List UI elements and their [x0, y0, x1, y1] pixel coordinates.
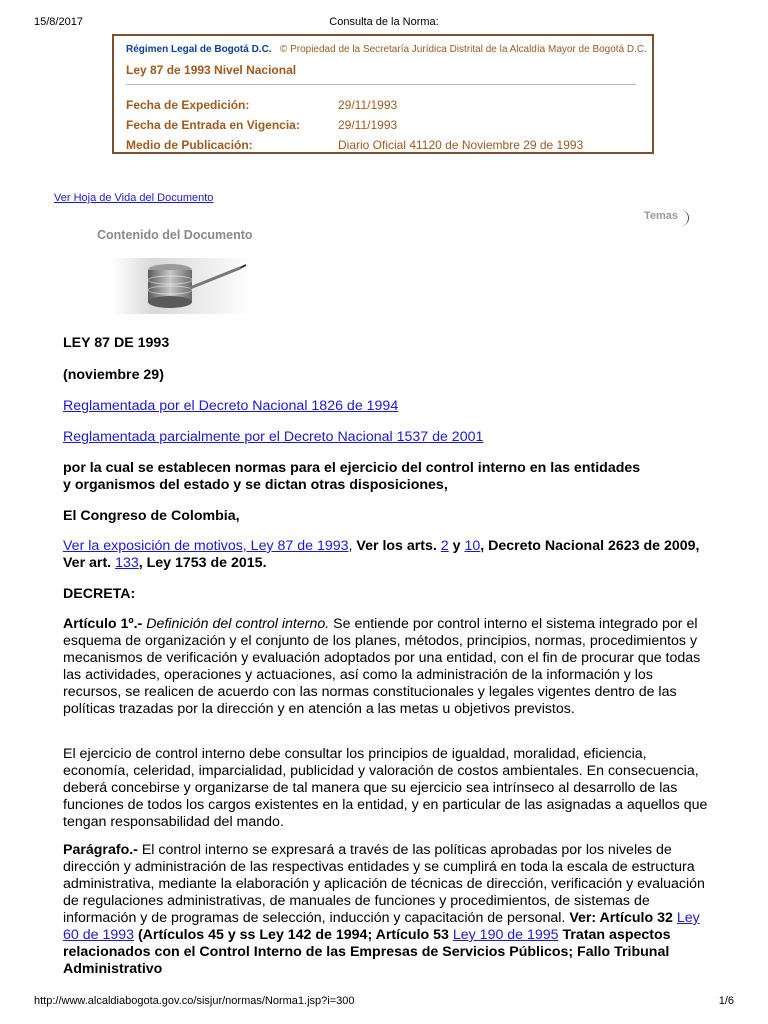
paragraph-2: El ejercicio de control interno debe consultar los principios de igualdad, moralidad, eficiencia, economía, celeridad, imparcialidad, publicidad y valoración de costos ambientales. En consecuencia, deberá concebirse y organizarse de tal manera que su ejercicio sea intrínseco al desarrollo de las funciones de todos los cargos existentes en la entidad, y en particular de las asignadas a aquellos que tengan responsabilidad del mando.: [63, 746, 708, 830]
reglamentada-parcial-link[interactable]: Reglamentada parcialmente por el Decreto Nacional 1537 de 2001: [63, 429, 484, 445]
law-date: (noviembre 29): [63, 367, 164, 383]
norma-title: Ley 87 de 1993 Nivel Nacional: [126, 63, 297, 77]
meta-label: Fecha de Entrada en Vigencia:: [126, 118, 300, 132]
art-10-link[interactable]: 10: [464, 538, 481, 554]
print-url: http://www.alcaldiabogota.gov.co/sisjur/normas/Norma1.jsp?i=300: [34, 995, 355, 1007]
header-divider: [126, 84, 636, 85]
paragrafo-tail: Tratan aspectos relacionados con el Control Interno de las Empresas de Servicios Públicos; Fallo Tribunal Administrativo: [63, 927, 671, 977]
article-text: Se entiende por control interno el sistema integrado por el esquema de organización y el conjunto de los planes, métodos, principios, normas, procedimientos y mecanismos de verificación y evaluación adoptados por una entidad, con el fin de procurar que todas las actividades, operaciones y actuaciones, así como la administración de la información y los recursos, se realicen de acuerdo con las normas constitucionales y legales vigentes dentro de las políticas trazadas por la dirección y en atención a las metas u objetivos previstos.: [63, 616, 701, 717]
norma-header-box: [112, 34, 654, 154]
meta-value: Diario Oficial 41120 de Noviembre 29 de 1993: [338, 138, 584, 152]
law-subject-line: y organismos del estado y se dictan otras disposiciones,: [63, 477, 448, 493]
reglamentada-line: [63, 398, 708, 415]
print-date: 15/8/2017: [34, 16, 83, 28]
temas-bracket-icon: [680, 210, 689, 226]
paragrafo-mid: (Artículos 45 y ss Ley 142 de 1994; Artículo 53: [134, 927, 453, 943]
ley-190-link[interactable]: Ley 190 de 1995: [452, 927, 559, 943]
law-subject: [63, 460, 708, 494]
art-2-link[interactable]: 2: [440, 538, 449, 554]
meta-label: Fecha de Expedición:: [126, 98, 250, 112]
ref-text: y: [448, 538, 465, 554]
hoja-vida-link[interactable]: Ver Hoja de Vida del Documento: [54, 192, 214, 204]
article-label: Artículo 1º.-: [63, 616, 143, 632]
ley-60-link[interactable]: Ley 60 de 1993: [63, 910, 700, 943]
decreta-heading: DECRETA:: [63, 586, 136, 602]
regimen-brand: Régimen Legal de Bogotá D.C.: [126, 44, 272, 55]
meta-value: 29/11/1993: [338, 98, 398, 112]
regimen-line: [126, 44, 647, 55]
art-133-link[interactable]: 133: [115, 555, 139, 571]
page-count: 1/6: [718, 995, 734, 1007]
print-title: Consulta de la Norma:: [329, 16, 439, 28]
reglamentada-parcial-line: [63, 429, 708, 446]
exposicion-link[interactable]: Ver la exposición de motivos, Ley 87 de 1993: [63, 538, 349, 554]
congreso-line: El Congreso de Colombia,: [63, 508, 240, 524]
ref-text: ,: [348, 538, 353, 554]
ref-text: , Ley 1753 de 2015.: [138, 555, 267, 571]
temas-button[interactable]: [644, 210, 678, 222]
print-header: [34, 16, 734, 30]
document-logo-icon: [112, 258, 252, 314]
reglamentada-link[interactable]: Reglamentada por el Decreto Nacional 1826 de 1994: [63, 398, 399, 414]
temas-label: Temas: [644, 210, 679, 222]
law-title: LEY 87 DE 1993: [63, 335, 170, 351]
references-paragraph: [63, 538, 708, 572]
paragrafo: [63, 842, 708, 978]
paragrafo-text: El control interno se expresará a través de las políticas aprobadas por los niveles de dirección y administración de las respectivas entidades y se cumplirá en toda la escala de estructura administrativa, mediante la elaboración y aplicación de técnicas de dirección, verificación y evaluación de regulaciones administrativas, de manuales de funciones y procedimientos, de sistemas de información y de programas de selección, inducción y capacitación de personal.: [63, 842, 705, 926]
contenido-heading: Contenido del Documento: [97, 228, 253, 242]
article-1: [63, 616, 708, 718]
meta-value: 29/11/1993: [338, 118, 398, 132]
copyright-text: © Propiedad de la Secretaría Jurídica Distrital de la Alcaldía Mayor de Bogotá D.C.: [279, 44, 647, 55]
ref-text: , Decreto Nacional 2623 de 2009, Ver art.: [63, 538, 700, 571]
paragrafo-label: Parágrafo.-: [63, 842, 138, 858]
law-subject-line: por la cual se establecen normas para el ejercicio del control interno en las entidades: [63, 460, 641, 476]
ref-text: Ver los arts.: [352, 538, 441, 554]
paragrafo-ver: Ver: Artículo 32: [569, 910, 677, 926]
article-heading: Definición del control interno.: [146, 616, 330, 632]
meta-label: Medio de Publicación:: [126, 138, 253, 152]
